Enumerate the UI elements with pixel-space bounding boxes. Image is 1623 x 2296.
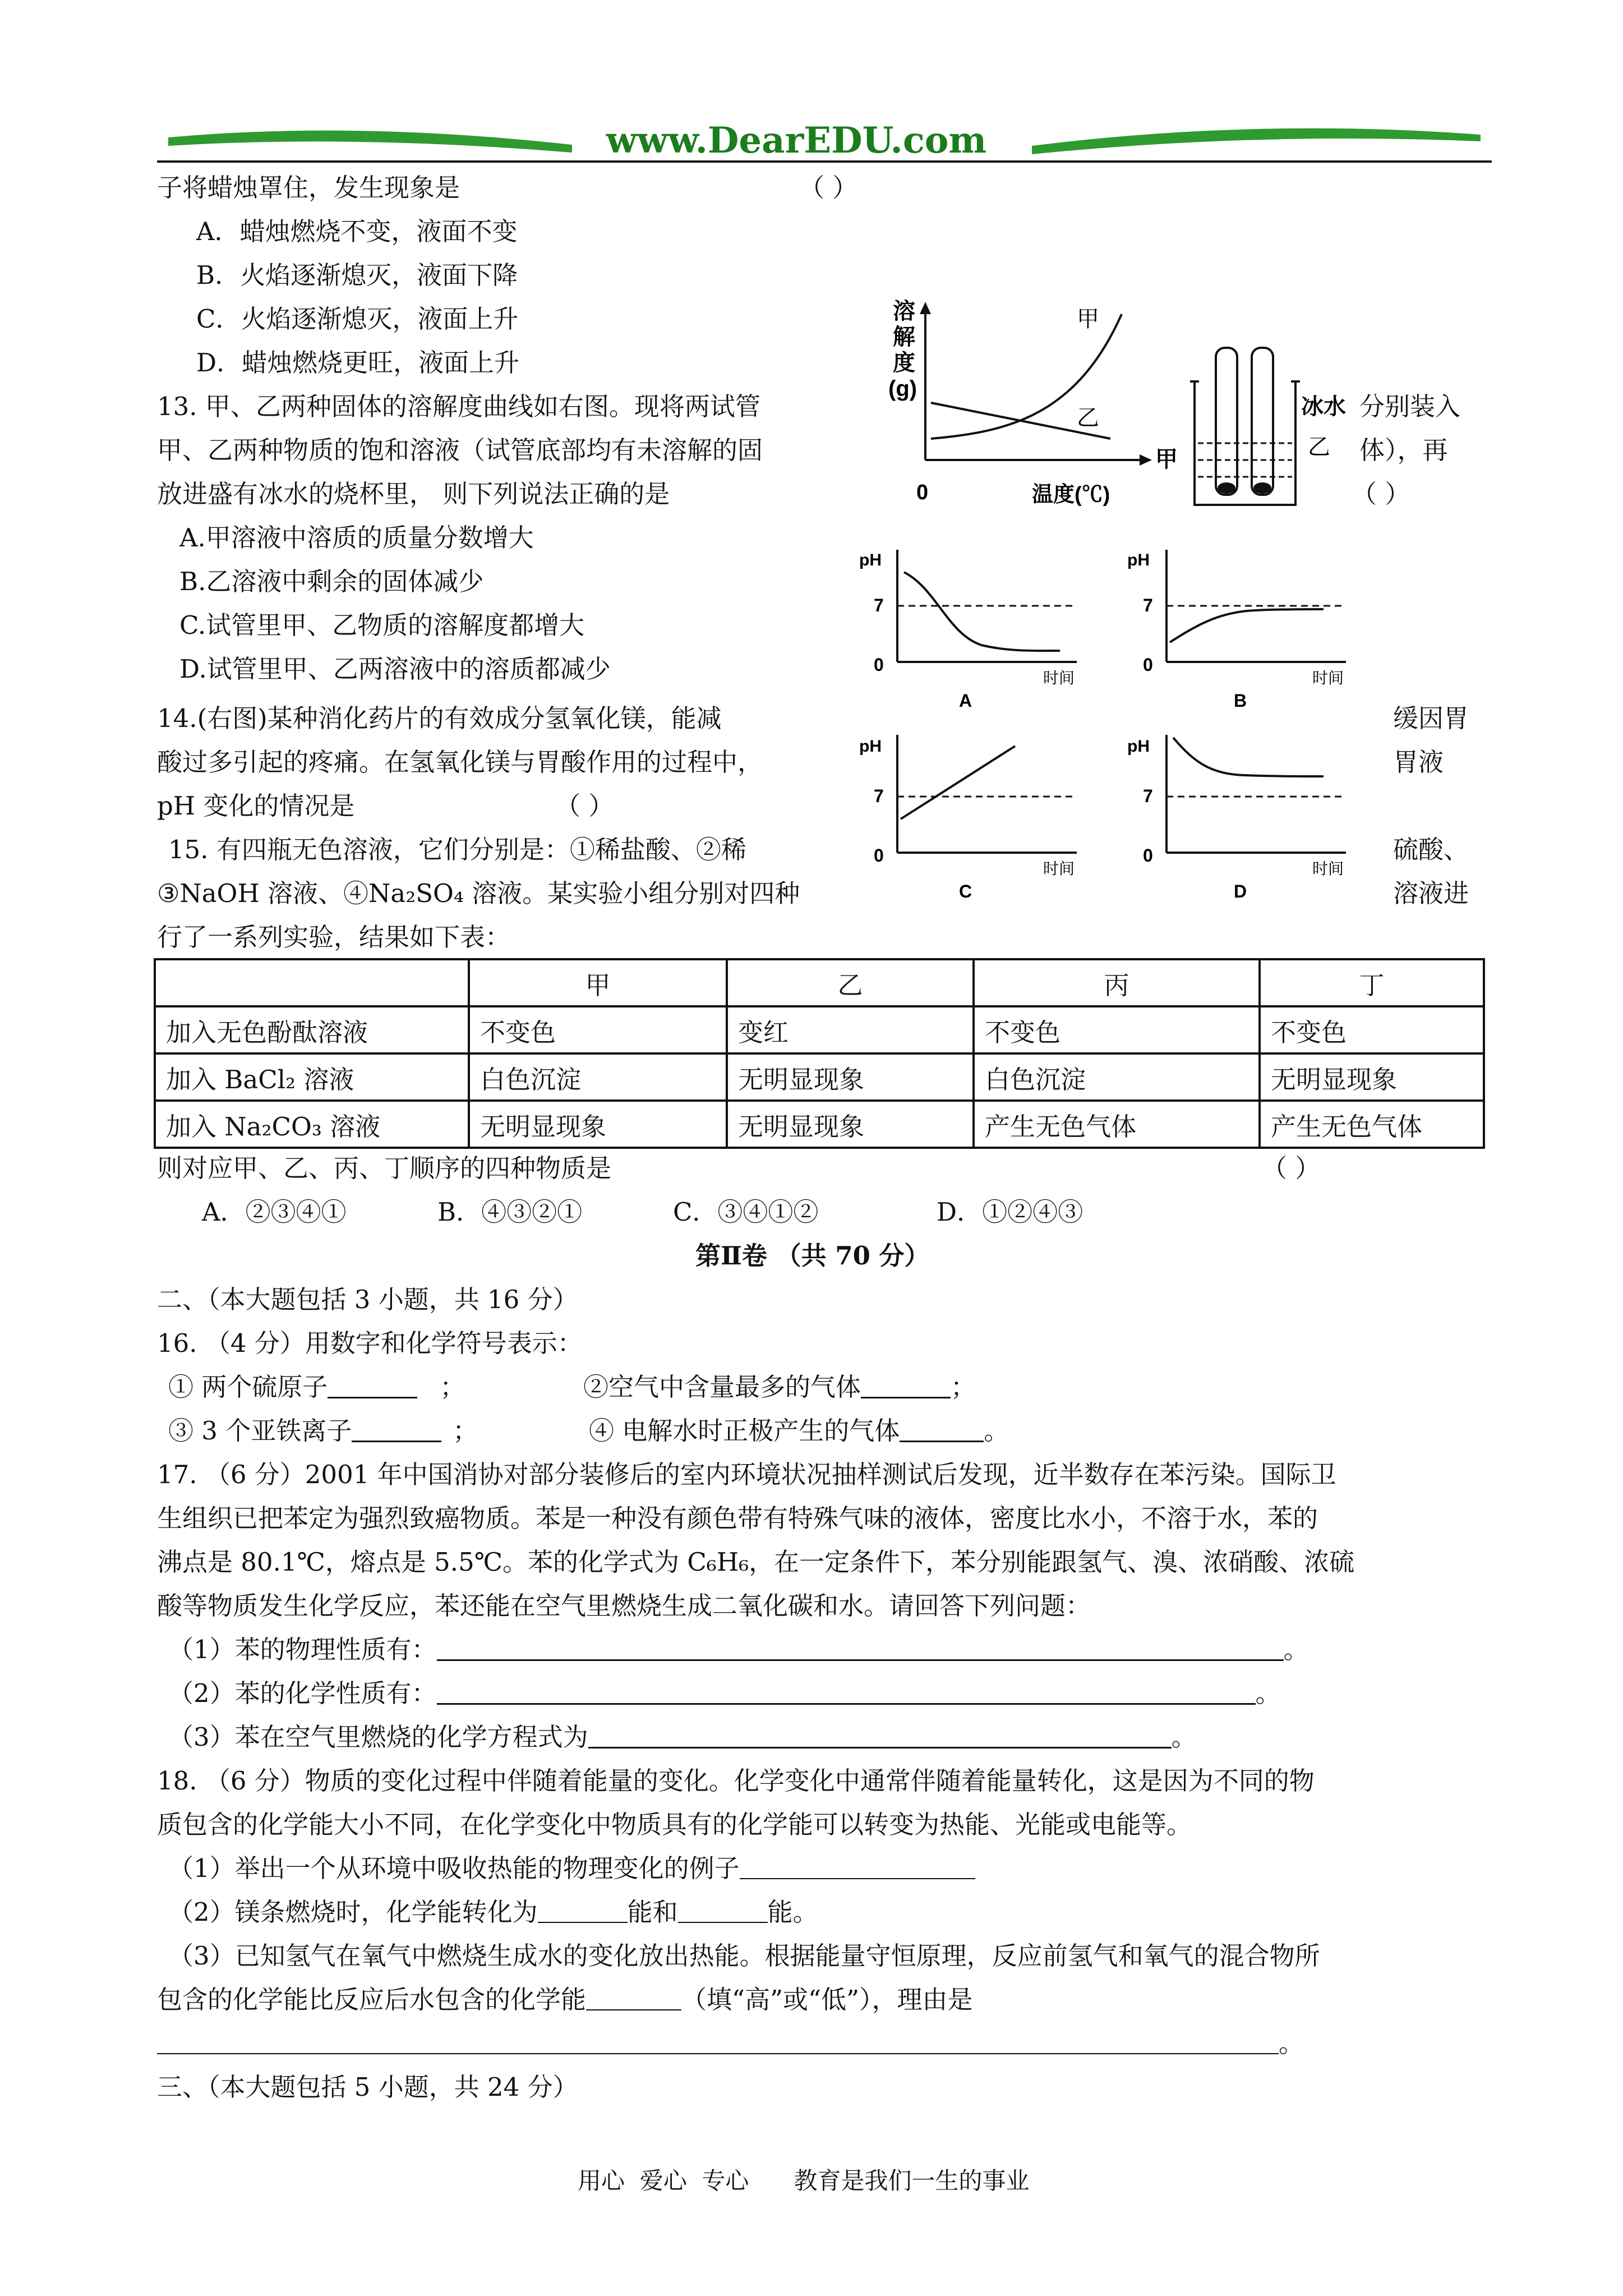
q13-option-b: B.乙溶液中剩余的固体减少 [179, 567, 484, 596]
q15-line-1-right: 硫酸、 [1393, 835, 1469, 864]
table-cell: 加入无色酚酞溶液 [155, 1006, 469, 1053]
q15-line-2-right: 溶液进 [1393, 878, 1469, 908]
q13-line-1: 13. 甲、乙两种固体的溶解度曲线如右图。现将两试管 [157, 392, 760, 421]
q15-option-b: B．④③②① [437, 1197, 583, 1227]
curve-yi-label: 乙 [1077, 406, 1099, 430]
svg-text:时间: 时间 [1312, 669, 1344, 687]
q15-question: 则对应甲、乙、丙、丁顺序的四种物质是 [157, 1153, 612, 1183]
svg-text:pH: pH [859, 551, 882, 569]
section-two-heading: 二、（本大题包括 3 小题，共 16 分） [157, 1285, 578, 1314]
q18-part-3-line-1: （3）已知氢气在氧气中燃烧生成水的变化放出热能。根据能量守恒原理，反应前氢气和氧气的混合物所 [168, 1941, 1320, 1971]
q16-item-3: ③ 3 个亚铁离子 ； [168, 1416, 478, 1446]
svg-text:时间: 时间 [1043, 860, 1075, 877]
ph-graph-c [859, 735, 1077, 901]
table-row [155, 1053, 1484, 1101]
table-header-cell: 丙 [974, 959, 1260, 1006]
table-cell: 不变色 [469, 1006, 727, 1053]
q13-line-2: 甲、乙两种物质的饱和溶液（试管底部均有未溶解的固 [157, 435, 763, 465]
ph-curve-a [904, 572, 1060, 651]
solubility-curve-figure [864, 292, 1346, 516]
q16-item-4: ④ 电解水时正极产生的气体 。 [589, 1416, 1009, 1446]
q13-line-3: 放进盛有冰水的烧杯里， 则下列说法正确的是 [157, 479, 670, 509]
q17-line-4: 酸等物质发生化学反应，苯还能在空气里燃烧生成二氧化碳和水。请回答下列问题： [157, 1591, 1091, 1621]
part-two-title: 第Ⅱ卷 （共 70 分） [695, 1241, 930, 1271]
table-cell: 加入 Na₂CO₃ 溶液 [155, 1101, 469, 1148]
graph-label-d: D [1234, 881, 1247, 901]
q12-option-b: B．火焰逐渐熄灭，液面下降 [196, 260, 518, 290]
svg-text:0: 0 [1143, 655, 1153, 675]
svg-text:pH: pH [859, 737, 882, 756]
tube-yi-label: 乙 [1308, 435, 1330, 459]
svg-text:pH: pH [1127, 737, 1150, 756]
table-cell: 变红 [727, 1006, 974, 1053]
q16-item-1: ① 两个硫原子 ； [168, 1372, 465, 1402]
svg-text:0: 0 [874, 845, 884, 866]
q17-part-3: （3）苯在空气里燃烧的化学方程式为 。 [168, 1722, 1197, 1752]
table-cell: 无明显现象 [727, 1101, 974, 1148]
ph-graph-a [859, 550, 1077, 711]
table-header-cell [155, 959, 469, 1006]
answer-blank [538, 1902, 628, 1923]
q18-part-1: （1）举出一个从环境中吸收热能的物理变化的例子 [168, 1847, 975, 1890]
q14-line-1: 14.(右图)某种消化药片的有效成分氢氧化镁，能减 [157, 703, 722, 733]
experiment-results-table [154, 958, 1485, 1149]
q14-line-2-right: 胃液 [1393, 747, 1444, 777]
table-cell: 白色沉淀 [469, 1053, 727, 1101]
ph-graph-b [1127, 550, 1346, 711]
answer-blank [157, 2033, 1279, 2054]
ylabel-2: 解 [893, 325, 915, 349]
table-cell: 无明显现象 [469, 1101, 727, 1148]
table-header-row [155, 959, 1484, 1006]
q15-option-c: C．③④①② [673, 1197, 819, 1227]
tube-jia-label: 甲 [1155, 447, 1178, 472]
q14-line-2: 酸过多引起的疼痛。在氢氧化镁与胃酸作用的过程中， [157, 747, 763, 777]
q13-option-d: D.试管里甲、乙两溶液中的溶质都减少 [179, 654, 611, 684]
table-cell: 无明显现象 [1260, 1053, 1484, 1101]
answer-paren: （ ） [1352, 479, 1410, 509]
table-header-cell: 丁 [1260, 959, 1484, 1006]
site-logo: www.DearEDU.com [606, 119, 987, 162]
ph-graph-d [1127, 735, 1346, 901]
y-axis-arrow [920, 302, 931, 314]
origin-label: 0 [916, 481, 929, 504]
graph-label-c: C [959, 881, 972, 901]
q14-line-3: pH 变化的情况是 [157, 791, 355, 821]
svg-text:7: 7 [1143, 595, 1153, 615]
answer-paren: （ ） [799, 173, 858, 203]
test-tube-jia [1216, 348, 1237, 495]
q14-line-1-right: 缓因胃 [1393, 703, 1469, 733]
ph-change-figures [852, 539, 1368, 909]
q13-line-1-right: 分别装入 [1359, 392, 1461, 421]
answer-blank [352, 1420, 441, 1442]
x-axis-arrow [1140, 454, 1152, 466]
q15-option-d: D．①②④③ [937, 1197, 1083, 1227]
svg-text:时间: 时间 [1043, 669, 1075, 687]
table-cell: 无明显现象 [727, 1053, 974, 1101]
ice-water-label: 冰水 [1301, 394, 1346, 419]
q15-line-3: 行了一系列实验，结果如下表： [157, 922, 511, 952]
xlabel: 温度(℃) [1032, 483, 1110, 507]
svg-text:时间: 时间 [1312, 860, 1344, 877]
test-tube-yi [1252, 348, 1273, 495]
q13-line-2-right: 体），再 [1359, 435, 1448, 465]
table-row [155, 1006, 1484, 1053]
q13-option-a: A.甲溶液中溶质的质量分数增大 [179, 523, 534, 553]
answer-blank [900, 1420, 984, 1442]
q17-line-3: 沸点是 80.1℃，熔点是 5.5℃。苯的化学式为 C₆H₆，在一定条件下，苯分别能跟氢气、溴、浓硝酸、浓硫 [157, 1547, 1355, 1577]
q12-stem-end: 子将蜡烛罩住，发生现象是 [157, 173, 460, 203]
svg-text:7: 7 [1143, 786, 1153, 806]
answer-blank [740, 1858, 975, 1879]
q15-line-2: ③NaOH 溶液、④Na₂SO₄ 溶液。某实验小组分别对四种 [157, 878, 800, 908]
answer-blank [437, 1683, 1256, 1705]
q16-stem: 16. （4 分）用数字和化学符号表示： [157, 1328, 583, 1358]
ylabel-unit: (g) [888, 376, 917, 401]
table-cell: 加入 BaCl₂ 溶液 [155, 1053, 469, 1101]
ylabel-1: 溶 [893, 299, 915, 324]
page-footer: 用心 爱心 专心 教育是我们一生的事业 [578, 2167, 1030, 2194]
svg-text:0: 0 [874, 655, 884, 675]
table-row [155, 1101, 1484, 1148]
section-three-heading: 三、（本大题包括 5 小题，共 24 分） [157, 2072, 578, 2102]
q18-line-1: 18. （6 分）物质的变化过程中伴随着能量的变化。化学变化中通常伴随着能量转化，这是因为不同的物 [157, 1766, 1315, 1796]
q13-option-c: C.试管里甲、乙物质的溶解度都增大 [179, 610, 585, 640]
answer-blank [678, 1902, 768, 1923]
graph-label-a: A [959, 691, 972, 711]
q16-item-2: ②空气中含量最多的气体 ； [583, 1372, 976, 1402]
table-header-cell: 乙 [727, 959, 974, 1006]
ylabel-3: 度 [893, 351, 915, 375]
table-cell: 不变色 [974, 1006, 1260, 1053]
q12-option-a: A．蜡烛燃烧不变，液面不变 [196, 217, 518, 246]
q17-line-1: 17. （6 分）2001 年中国消协对部分装修后的室内环境状况抽样测试后发现，近半数存在苯污染。国际卫 [157, 1460, 1336, 1489]
ph-line-c [901, 746, 1015, 819]
answer-blank [588, 1727, 1172, 1749]
q15-line-1: 15. 有四瓶无色溶液，它们分别是：①稀盐酸、②稀 [168, 835, 746, 864]
q12-option-d: D．蜡烛燃烧更旺，液面上升 [196, 348, 520, 378]
solid-jia [1218, 482, 1235, 494]
table-cell: 产生无色气体 [1260, 1101, 1484, 1148]
q15-option-a: A．②③④① [202, 1197, 347, 1227]
answer-blank [437, 1639, 1284, 1661]
table-header-cell: 甲 [469, 959, 727, 1006]
ph-curve-d [1173, 738, 1324, 776]
header-banner [157, 112, 1492, 174]
svg-text:pH: pH [1127, 551, 1150, 569]
q17-line-2: 生组织已把苯定为强烈致癌物质。苯是一种没有颜色带有特殊气味的液体，密度比水小，不溶于水，苯的 [157, 1503, 1318, 1533]
q18-reason-line: 。 [157, 2022, 1304, 2065]
q17-part-2: （2）苯的化学性质有： 。 [168, 1678, 1281, 1708]
ph-curve-b [1170, 609, 1324, 642]
table-cell: 白色沉淀 [974, 1053, 1260, 1101]
curve-jia-label: 甲 [1077, 307, 1099, 332]
q18-line-2: 质包含的化学能大小不同，在化学变化中物质具有的化学能可以转变为热能、光能或电能等。 [157, 1810, 1192, 1839]
graph-label-b: B [1234, 691, 1247, 711]
answer-blank [586, 1989, 681, 2010]
answer-blank [861, 1377, 951, 1398]
q17-part-1: （1）苯的物理性质有： 。 [168, 1635, 1309, 1664]
table-cell: 产生无色气体 [974, 1101, 1260, 1148]
svg-text:0: 0 [1143, 845, 1153, 866]
svg-text:7: 7 [874, 595, 884, 615]
answer-blank [328, 1377, 417, 1398]
q12-option-c: C．火焰逐渐熄灭，液面上升 [196, 304, 519, 334]
q18-part-2: （2）镁条燃烧时，化学能转化为 能和 能。 [168, 1897, 818, 1927]
svg-text:7: 7 [874, 786, 884, 806]
answer-paren: （ ） [1262, 1153, 1321, 1183]
table-cell: 不变色 [1260, 1006, 1484, 1053]
solid-yi [1253, 482, 1271, 494]
q18-part-3-line-2: 包含的化学能比反应后水包含的化学能 （填“高”或“低”），理由是 [157, 1985, 973, 2014]
answer-paren: （ ） [555, 791, 614, 821]
